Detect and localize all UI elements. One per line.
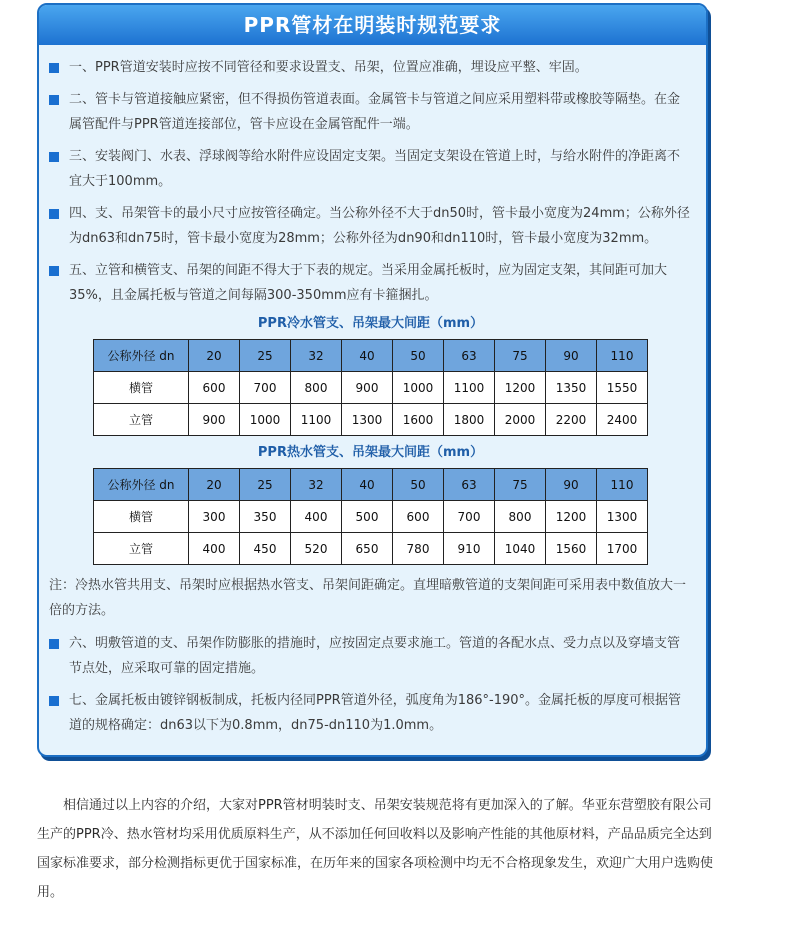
table-cell: 1700 [597, 533, 648, 565]
table-header-cell: 90 [546, 340, 597, 372]
table-header-cell: 110 [597, 340, 648, 372]
table-cell: 2200 [546, 404, 597, 436]
table-cell: 900 [342, 372, 393, 404]
table-cell: 800 [291, 372, 342, 404]
spec-item-text: 二、管卡与管道接触应紧密，但不得损伤管道表面。金属管卡与管道之间应采用塑料带或橡胶等隔垫。在金属管配件与PPR管道连接部位，管卡应设在金属管配件一端。 [69, 92, 681, 132]
table-cell: 1040 [495, 533, 546, 565]
table-cell: 520 [291, 533, 342, 565]
spec-item-3 [49, 144, 692, 194]
spec-item-text: 七、金属托板由镀锌钢板制成，托板内径同PPR管道外径，弧度角为186°-190°。金属托板的厚度可根据管道的规格确定：dn63以下为0.8mm，dn75-dn110为1.0mm。 [69, 693, 682, 733]
card-title: PPR管材在明装时规范要求 [39, 5, 706, 45]
spec-item-7 [49, 688, 692, 738]
table-header-cell: 公称外径 dn [94, 340, 189, 372]
table-cell: 1200 [495, 372, 546, 404]
table-cell: 1300 [342, 404, 393, 436]
square-bullet-icon [49, 95, 59, 105]
table-header-cell: 20 [189, 340, 240, 372]
spec-item-4 [49, 201, 692, 251]
hot-water-table [93, 468, 648, 565]
table-cell: 1300 [597, 501, 648, 533]
square-bullet-icon [49, 696, 59, 706]
spec-item-text: 三、安装阀门、水表、浮球阀等给水附件应设固定支架。当固定支架设在管道上时，与给水附件的净距离不宜大于100mm。 [69, 149, 681, 189]
table-row [94, 372, 648, 404]
table-header-cell: 20 [189, 469, 240, 501]
square-bullet-icon [49, 209, 59, 219]
table-header-cell: 公称外径 dn [94, 469, 189, 501]
table-cell: 300 [189, 501, 240, 533]
table-cell: 800 [495, 501, 546, 533]
table-cell: 1100 [444, 372, 495, 404]
closing-paragraph: 相信通过以上内容的介绍，大家对PPR管材明装时支、吊架安装规范将有更加深入的了解。华亚东营塑胶有限公司生产的PPR冷、热水管材均采用优质原料生产，从不添加任何回收料以及影响产性能的其他原材料，产品品质完全达到国家标准要求，部分检测指标更优于国家标准，在历年来的国家各项检测中均无不合格现象发生，欢迎广大用户选购使用。 [37, 798, 714, 900]
table-row [94, 533, 648, 565]
table-note: 注：冷热水管共用支、吊架时应根据热水管支、吊架间距确定。直埋暗敷管道的支架间距可采用表中数值放大一倍的方法。 [49, 578, 687, 618]
table-cell: 横管 [94, 501, 189, 533]
table-cell: 600 [189, 372, 240, 404]
table-header-cell: 63 [444, 340, 495, 372]
square-bullet-icon [49, 639, 59, 649]
table-header-cell: 32 [291, 469, 342, 501]
table-cell: 600 [393, 501, 444, 533]
spec-card [37, 3, 708, 757]
table-header-cell: 50 [393, 340, 444, 372]
table-header-cell: 32 [291, 340, 342, 372]
table-cell: 2400 [597, 404, 648, 436]
table-header-row [94, 340, 648, 372]
table-cell: 1100 [291, 404, 342, 436]
table-cell: 400 [189, 533, 240, 565]
table-cell: 650 [342, 533, 393, 565]
table-header-cell: 63 [444, 469, 495, 501]
table-cell: 780 [393, 533, 444, 565]
table-cell: 1350 [546, 372, 597, 404]
table-cell: 700 [444, 501, 495, 533]
spec-item-text: 五、立管和横管支、吊架的间距不得大于下表的规定。当采用金属托板时，应为固定支架，其间距可加大35%，且金属托板与管道之间每隔300-350mm应有卡箍捆扎。 [69, 263, 668, 303]
square-bullet-icon [49, 266, 59, 276]
spec-item-text: 一、PPR管道安装时应按不同管径和要求设置支、吊架，位置应准确，埋设应平整、牢固。 [69, 60, 588, 75]
table-header-cell: 25 [240, 469, 291, 501]
table-cell: 2000 [495, 404, 546, 436]
square-bullet-icon [49, 152, 59, 162]
table-cell: 1200 [546, 501, 597, 533]
table-row [94, 404, 648, 436]
spec-item-2 [49, 87, 692, 137]
table-cell: 立管 [94, 404, 189, 436]
table-header-row [94, 469, 648, 501]
spec-item-5 [49, 258, 692, 308]
card-body [39, 45, 706, 738]
table-header-cell: 40 [342, 469, 393, 501]
spec-item-text: 六、明敷管道的支、吊架作防膨胀的措施时，应按固定点要求施工。管道的各配水点、受力点以及穿墙支管节点处，应采取可靠的固定措施。 [69, 636, 681, 676]
table-header-cell: 75 [495, 469, 546, 501]
table-cell: 1000 [393, 372, 444, 404]
closing-section [37, 791, 717, 907]
cold-table-caption: PPR冷水管支、吊架最大间距（mm） [257, 316, 484, 331]
cold-water-table [93, 339, 648, 436]
table-header-cell: 75 [495, 340, 546, 372]
table-cell: 1600 [393, 404, 444, 436]
table-cell: 立管 [94, 533, 189, 565]
table-header-cell: 110 [597, 469, 648, 501]
hot-table-caption: PPR热水管支、吊架最大间距（mm） [257, 445, 484, 460]
table-cell: 1800 [444, 404, 495, 436]
square-bullet-icon [49, 63, 59, 73]
spec-item-1 [49, 55, 692, 80]
table-header-cell: 50 [393, 469, 444, 501]
table-cell: 350 [240, 501, 291, 533]
table-header-cell: 40 [342, 340, 393, 372]
table-cell: 1560 [546, 533, 597, 565]
table-cell: 700 [240, 372, 291, 404]
table-cell: 900 [189, 404, 240, 436]
table-cell: 910 [444, 533, 495, 565]
table-header-cell: 25 [240, 340, 291, 372]
table-cell: 1000 [240, 404, 291, 436]
spec-item-text: 四、支、吊架管卡的最小尺寸应按管径确定。当公称外径不大于dn50时，管卡最小宽度为24mm；公称外径为dn63和dn75时，管卡最小宽度为28mm；公称外径为dn90和dn110时，管卡最小宽度为32mm。 [69, 206, 690, 246]
spec-item-6 [49, 631, 692, 681]
table-cell: 400 [291, 501, 342, 533]
table-cell: 横管 [94, 372, 189, 404]
table-row [94, 501, 648, 533]
table-cell: 450 [240, 533, 291, 565]
table-cell: 500 [342, 501, 393, 533]
table-header-cell: 90 [546, 469, 597, 501]
table-cell: 1550 [597, 372, 648, 404]
